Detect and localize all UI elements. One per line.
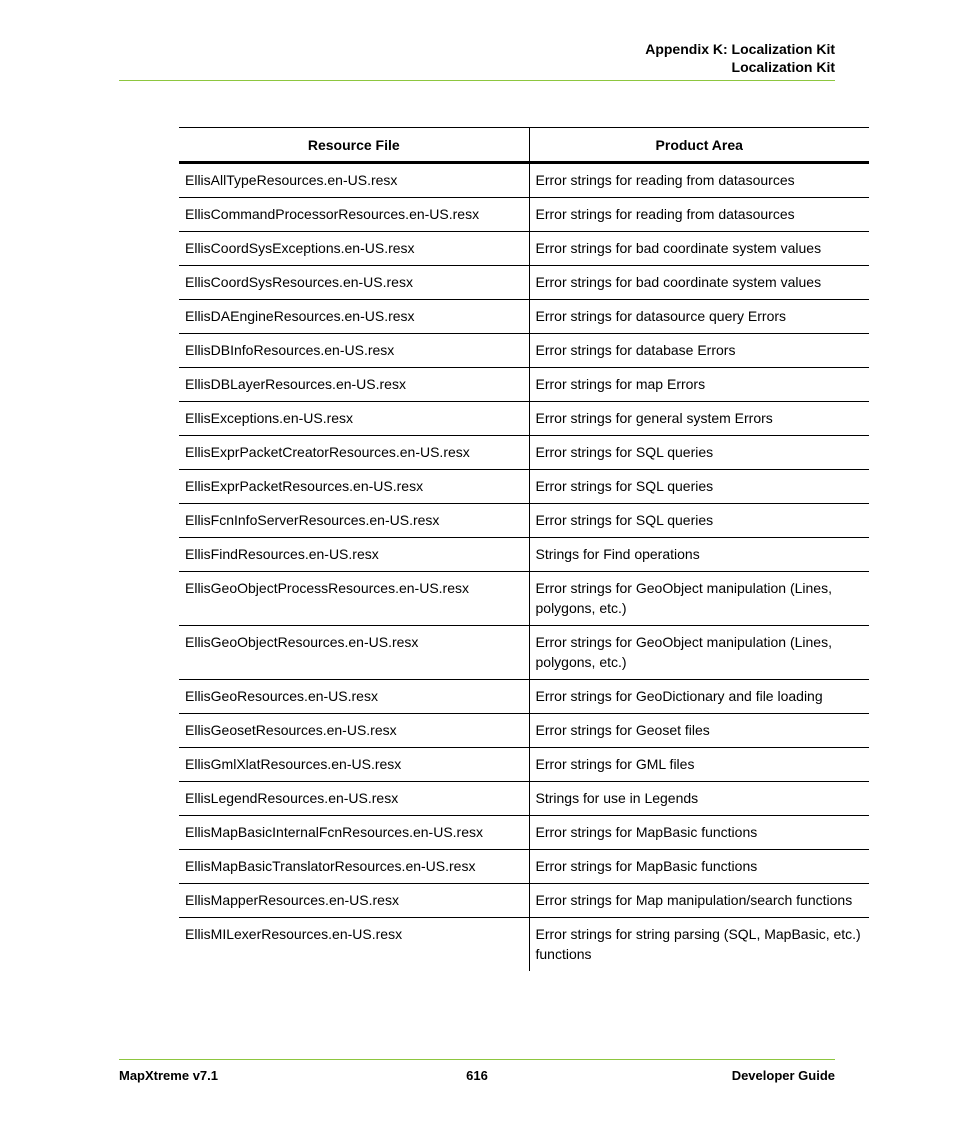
table-row (179, 748, 869, 782)
footer-page-number: 616 (466, 1068, 488, 1083)
table-row (179, 300, 869, 334)
table-row (179, 884, 869, 918)
product-area-cell: Error strings for MapBasic functions (529, 850, 869, 884)
product-area-cell: Error strings for Geoset files (529, 714, 869, 748)
resource-file-cell: EllisExprPacketResources.en-US.resx (179, 470, 529, 504)
product-area-cell: Error strings for map Errors (529, 368, 869, 402)
product-area-cell: Error strings for MapBasic functions (529, 816, 869, 850)
table-row (179, 782, 869, 816)
resource-file-cell: EllisMapperResources.en-US.resx (179, 884, 529, 918)
table-row (179, 402, 869, 436)
product-area-cell: Error strings for reading from datasources (529, 163, 869, 198)
table-row (179, 850, 869, 884)
table-row (179, 266, 869, 300)
product-area-cell: Error strings for GeoDictionary and file loading (529, 680, 869, 714)
page-footer (119, 1059, 835, 1083)
resource-file-table (179, 127, 869, 971)
product-area-cell: Error strings for Map manipulation/search functions (529, 884, 869, 918)
resource-file-cell: EllisGeoObjectResources.en-US.resx (179, 626, 529, 680)
table-row (179, 232, 869, 266)
column-header-product-area: Product Area (529, 128, 869, 163)
table-row (179, 334, 869, 368)
product-area-cell: Error strings for GeoObject manipulation (Lines, polygons, etc.) (529, 572, 869, 626)
header-appendix-title: Appendix K: Localization Kit (645, 41, 835, 57)
resource-file-cell: EllisDBLayerResources.en-US.resx (179, 368, 529, 402)
resource-file-cell: EllisExceptions.en-US.resx (179, 402, 529, 436)
product-area-cell: Error strings for bad coordinate system values (529, 232, 869, 266)
resource-file-cell: EllisCoordSysExceptions.en-US.resx (179, 232, 529, 266)
table-body (179, 163, 869, 972)
footer-document-title: Developer Guide (731, 1068, 835, 1083)
resource-file-cell: EllisDAEngineResources.en-US.resx (179, 300, 529, 334)
product-area-cell: Error strings for database Errors (529, 334, 869, 368)
table-row (179, 368, 869, 402)
table-row (179, 538, 869, 572)
table-row (179, 163, 869, 198)
resource-file-cell: EllisMapBasicTranslatorResources.en-US.resx (179, 850, 529, 884)
product-area-cell: Strings for Find operations (529, 538, 869, 572)
table-row (179, 816, 869, 850)
resource-file-cell: EllisFindResources.en-US.resx (179, 538, 529, 572)
footer-product-name: MapXtreme v7.1 (119, 1068, 218, 1083)
product-area-cell: Error strings for GML files (529, 748, 869, 782)
product-area-cell: Error strings for SQL queries (529, 436, 869, 470)
resource-file-cell: EllisLegendResources.en-US.resx (179, 782, 529, 816)
product-area-cell: Error strings for SQL queries (529, 470, 869, 504)
column-header-resource-file: Resource File (179, 128, 529, 163)
product-area-cell: Error strings for general system Errors (529, 402, 869, 436)
header-section-title: Localization Kit (731, 59, 835, 75)
resource-file-cell: EllisDBInfoResources.en-US.resx (179, 334, 529, 368)
table-row (179, 572, 869, 626)
resource-file-cell: EllisGeoObjectProcessResources.en-US.resx (179, 572, 529, 626)
resource-file-cell: EllisGeosetResources.en-US.resx (179, 714, 529, 748)
product-area-cell: Error strings for datasource query Errors (529, 300, 869, 334)
table-row (179, 918, 869, 972)
resource-file-cell: EllisFcnInfoServerResources.en-US.resx (179, 504, 529, 538)
resource-file-cell: EllisMILexerResources.en-US.resx (179, 918, 529, 972)
resource-file-cell: EllisGeoResources.en-US.resx (179, 680, 529, 714)
page-header (119, 40, 835, 81)
product-area-cell: Error strings for bad coordinate system values (529, 266, 869, 300)
table-row (179, 436, 869, 470)
product-area-cell: Error strings for SQL queries (529, 504, 869, 538)
table-row (179, 626, 869, 680)
product-area-cell: Error strings for string parsing (SQL, MapBasic, etc.) functions (529, 918, 869, 972)
table-row (179, 198, 869, 232)
table-row (179, 470, 869, 504)
table-header-row (179, 128, 869, 163)
resource-file-cell: EllisGmlXlatResources.en-US.resx (179, 748, 529, 782)
resource-file-cell: EllisExprPacketCreatorResources.en-US.resx (179, 436, 529, 470)
product-area-cell: Strings for use in Legends (529, 782, 869, 816)
resource-file-cell: EllisCoordSysResources.en-US.resx (179, 266, 529, 300)
table-row (179, 714, 869, 748)
table-row (179, 504, 869, 538)
product-area-cell: Error strings for GeoObject manipulation (Lines, polygons, etc.) (529, 626, 869, 680)
resource-file-cell: EllisMapBasicInternalFcnResources.en-US.resx (179, 816, 529, 850)
product-area-cell: Error strings for reading from datasources (529, 198, 869, 232)
table-row (179, 680, 869, 714)
resource-file-cell: EllisAllTypeResources.en-US.resx (179, 163, 529, 198)
resource-file-cell: EllisCommandProcessorResources.en-US.resx (179, 198, 529, 232)
